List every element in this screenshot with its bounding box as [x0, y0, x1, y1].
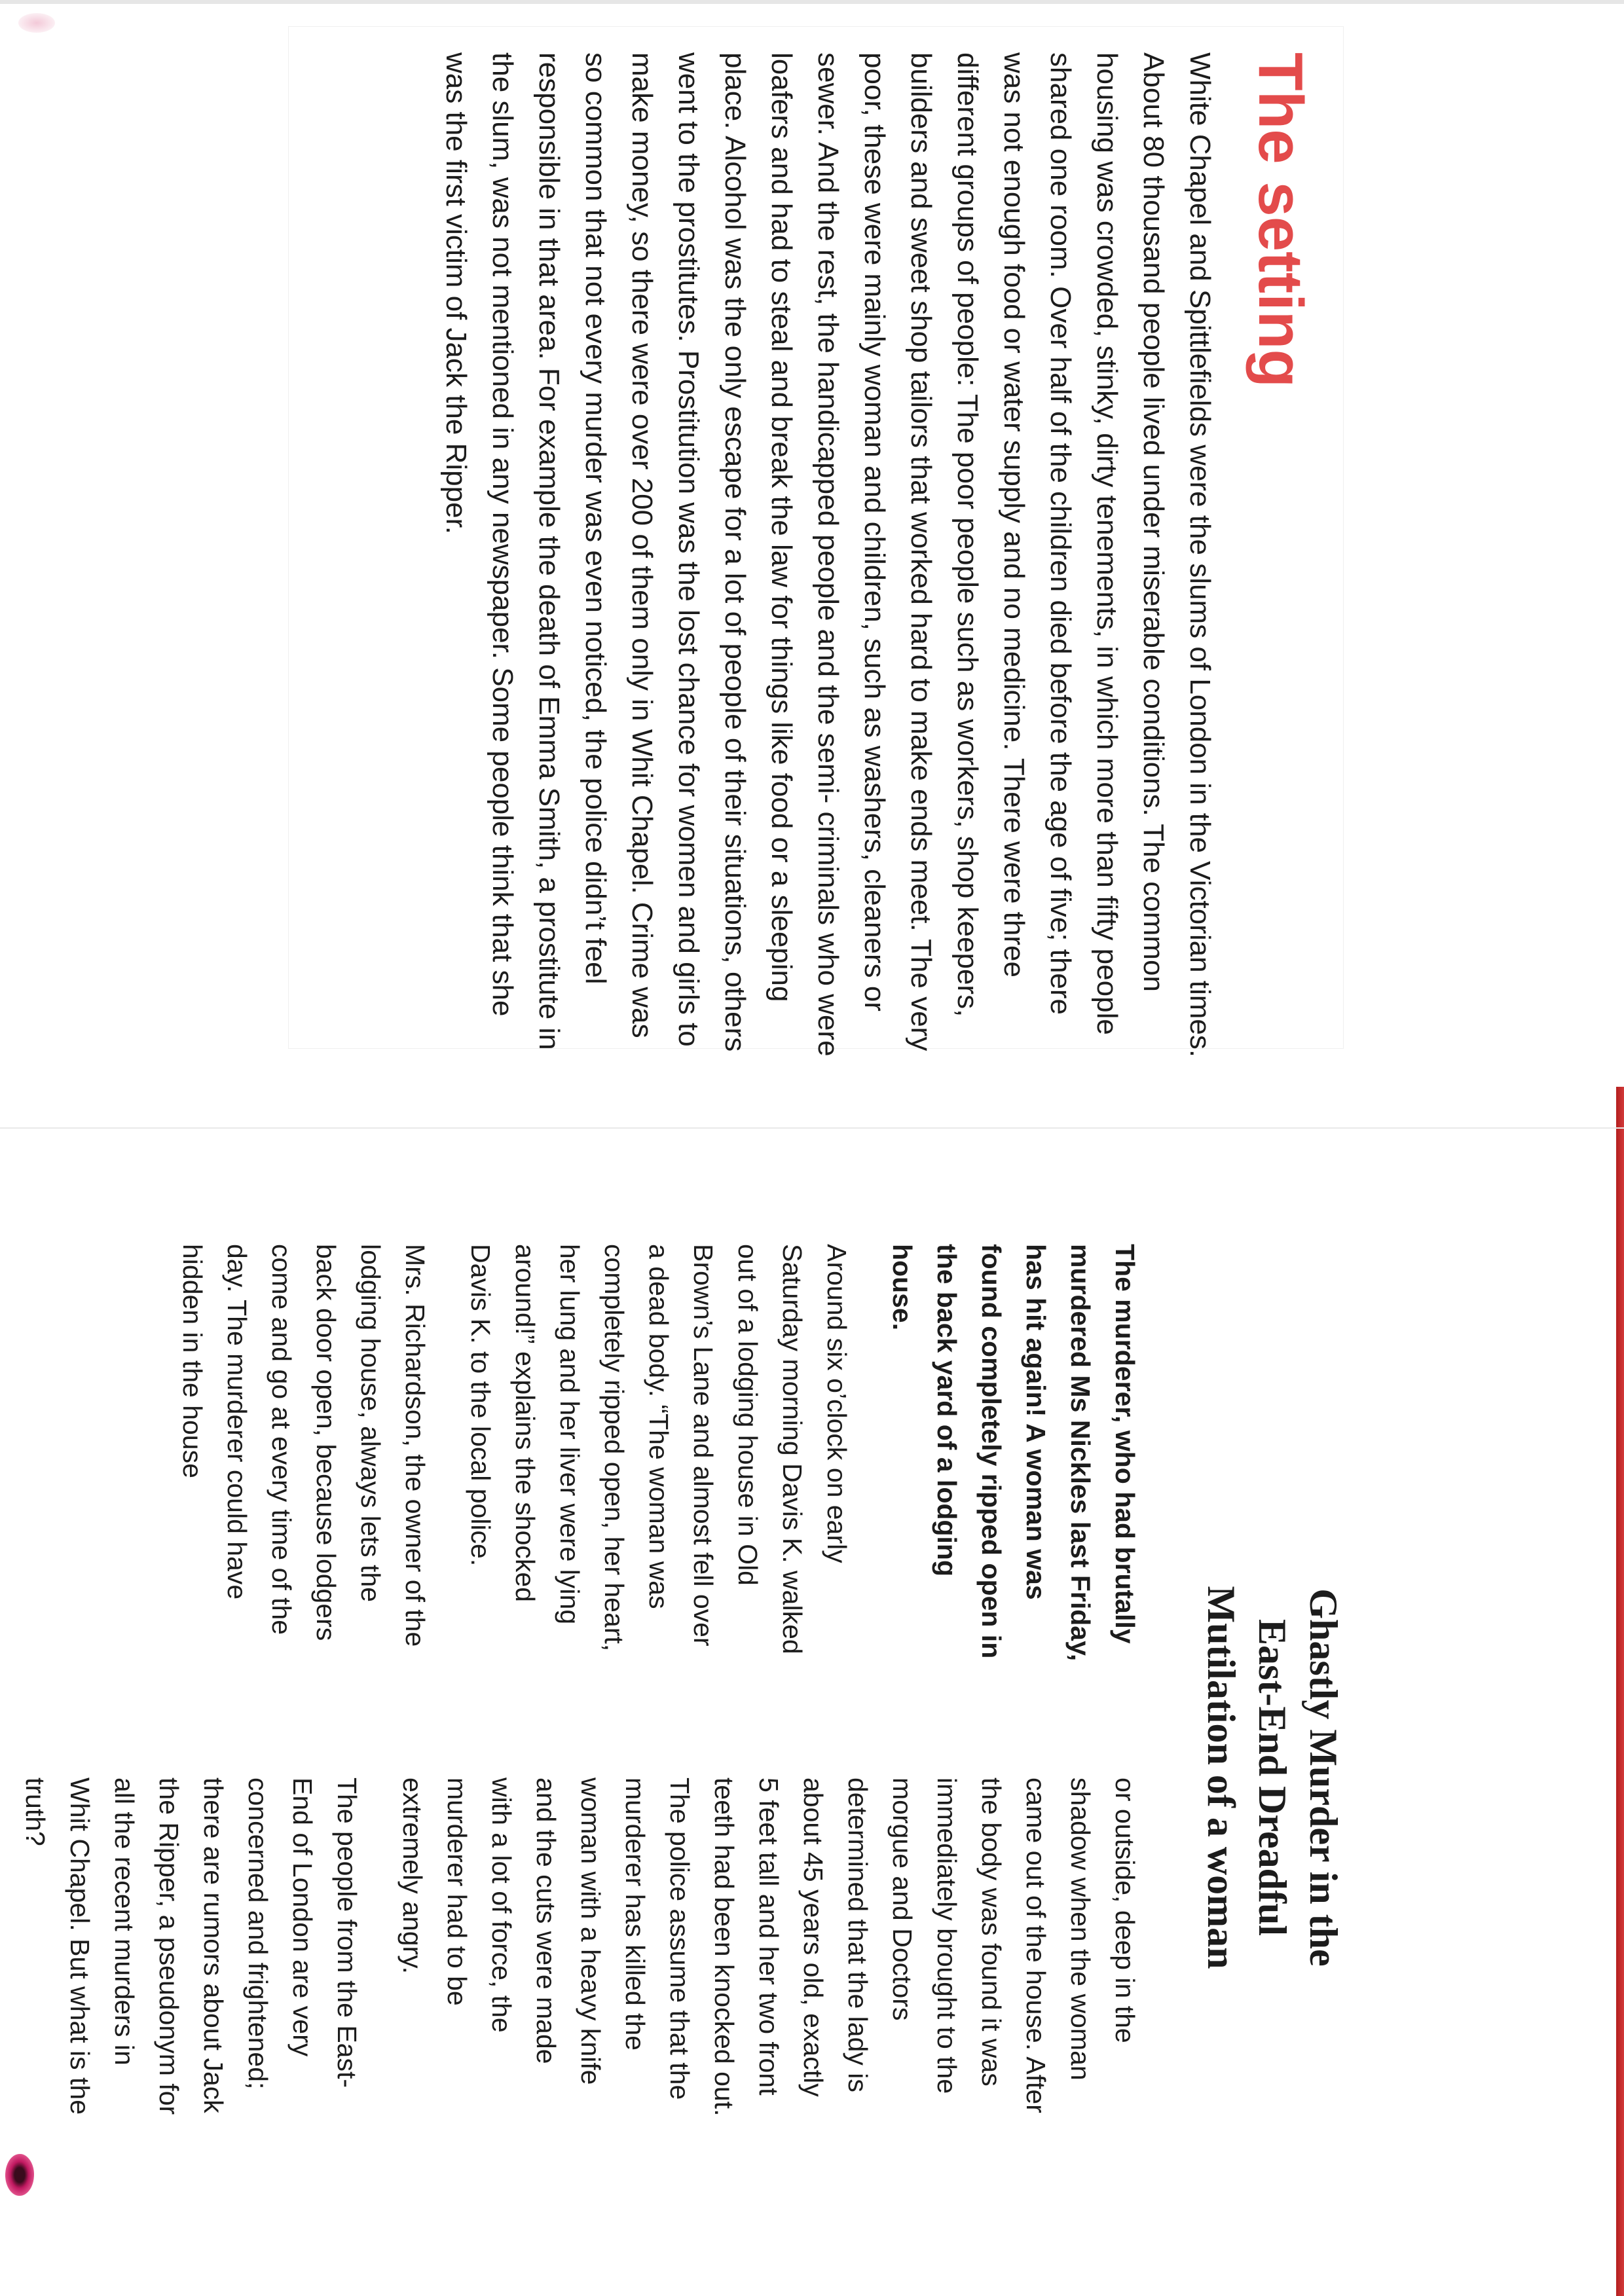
- article-headline: [1196, 1342, 1349, 2213]
- ink-blot: [5, 2154, 34, 2196]
- pink-smudge: [18, 13, 55, 33]
- headline-line-1: Ghastly Murder in the: [1302, 1588, 1345, 1967]
- article-paragraph: Mrs. Richardson, the owner of the lodging house, always lets the back door open, because lodgers come and go at every time of the day. The murderer could have hidden in the house: [177, 1244, 430, 1647]
- headline-line-2: East-End Dreadful: [1251, 1619, 1294, 1936]
- article-paragraph: Around six o’clock on early Saturday morning Davis K. walked out of a lodging house in Old Brown’s Lane and almost fell over a dead body. “The woman was completely ripped open, her heart, her lung and her liver were lying around!” explains the shocked Davis K. to the local police.: [466, 1244, 852, 1654]
- article-paragraph: The people from the East- End of London are very concerned and frightened; there are rumors about Jack the Ripper, a pseudonym for all the recent murders in Whit Chapel. But what is the truth?: [20, 1777, 362, 2115]
- scan-top-edge: [0, 0, 1624, 4]
- headline-line-3: Mutilation of a woman: [1200, 1586, 1243, 1969]
- setting-section: [291, 52, 1316, 1074]
- red-cover-edge: [1616, 1087, 1624, 2296]
- article-paragraph: or outside, deep in the shadow when the woman came out of the house. After the body was found it was immediately brought to the morgue and Doctors determined that the lady is about 45 years old, exactly 5 feet tall and her two front teeth had been knocked out. The police assume that the murderer has killed the woman with a heavy knife and the cuts were made with a lot of force, the murderer had to be extremely angry.: [397, 1777, 1140, 2117]
- article-lead: The murderer, who had brutally murdered Ms Nickles last Friday, has hit again! A woman was found completely ripped open in the back yard of a lodging house.: [887, 1244, 1140, 1662]
- fold-crease: [0, 1127, 1624, 1129]
- setting-title: The setting: [1246, 52, 1316, 388]
- article-column-2: [0, 1777, 1147, 2118]
- setting-body: White Chapel and Spittlefields were the slums of London in the Victorian times. About 80 thousand people lived under miserable conditions. The common housing was crowded, stinky, dirty tenements, in which more than fifty people shared one room. Over half of the children died before the age of five; there was not enough food or water supply and no medicine. There were three different groups of people: The poor people such as workers, shop keepers, builders and sweet shop tailors that worked hard to make ends meet. The very poor, these were mainly woman and children, such as washers, cleaners or sewer. And the rest, the handicapped people and the semi- criminals who were loafers and had to steal and break the law for things like food or a sleeping place. Alcohol was the only escape for a lot of people of their situations, others went to the prostitutes. Prostitution was the lost chance for women and girls to make money, so there were over 200 of them only in Whit Chapel. Crime was so common that not every murder was even noticed, the police didn’t feel responsible in that area. For example the death of Emma Smith, a prostitute in the slum, was not mentioned in any newspaper. Some people think that she was the first victim of Jack the Ripper.: [440, 52, 1217, 1058]
- article-column-1: [149, 1244, 1147, 1663]
